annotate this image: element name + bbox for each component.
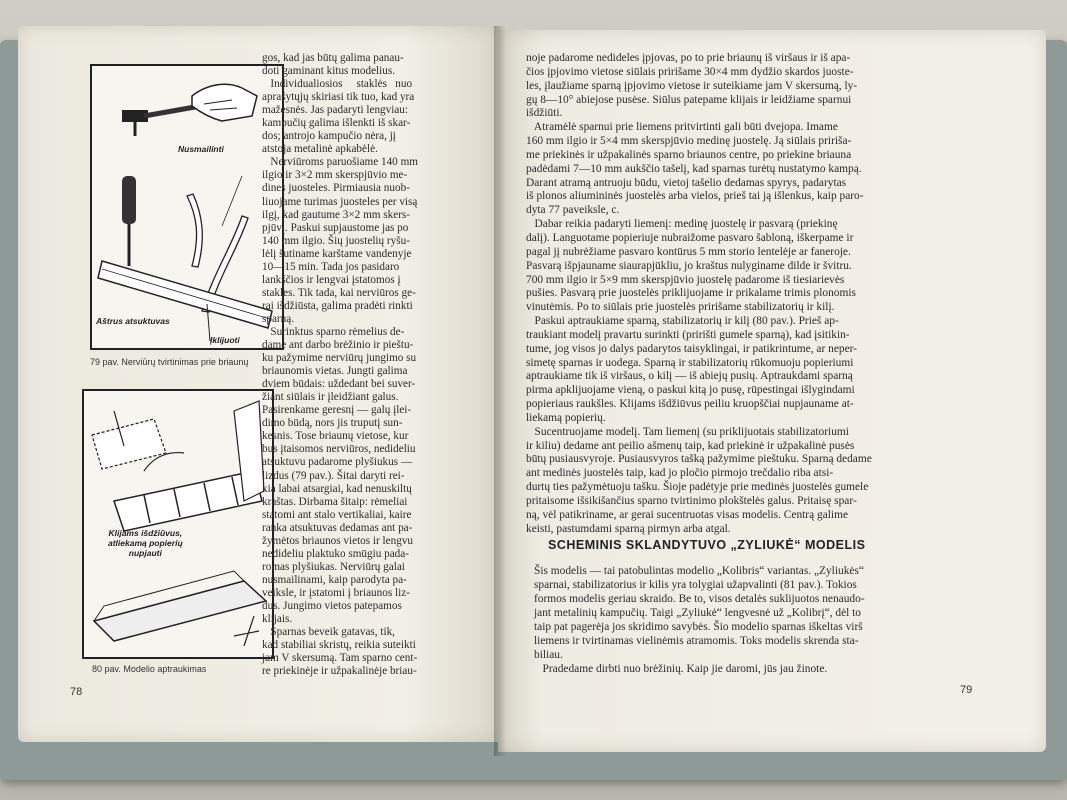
wing-frame [114, 471, 262, 531]
label-nusmailinti: Nusmailinti [178, 144, 224, 154]
label-astrus-atsuktuvas: Aštrus atsuktuvas [96, 316, 170, 326]
right-page-body-top: noje padarome nedideles įpjovas, po to prie briaunų iš viršaus ir iš apa- čios įpjovimo vietose siūlais pririšame 30×4 mm dydžio skardos juoste- les, įlaužiame sparną įpjovimo vietose ir suteikiame jam V skersumą, ly- gų 8—10° abiejose pusėse. Siūlus patepame klijais ir leidžiame sparnui išdžiūti. Atramėlė sparnui prie liemens pritvirtinti gali būti dvejopa. Imame 160 mm ilgio ir 5×4 mm skerspjūvio medinę juostelę. Ją siūlais pririša- me priekinės ir užpakalinės sparno briaunos centre, po priekine briauna padėdami 7—10 mm aukščio tašelį, kad sparnas turėtų nustatymo kampą. Darant atramą antruoju būdu, vietoj tašelio dedamas spyrys, padarytas iš plonos aliumininės juostelės arba vielos, prieš tai ją išlenkus, kaip paro- dyta 77 paveiksle, c. Dabar reikia padaryti liemenį: medinę juostelę ir pasvarą (priekinę dalį). Languotame popieriuje nubraižome pasvaro šabloną, iškerpame ir pagal jį nubrėžiame pasvaro kontūrus 5 mm storio lentelėje ar faneroje. Pasvarą išpjauname siaurapjūkliu, jo kraštus nulyginame dilde ir švitru. 700 mm ilgio ir 5×9 mm skerspjūvio juostelę padarome iš tiesiarievės pušies. Pasvarą prie juostelės priklijuojame ir prikalame trimis plonomis vinutėmis. Po to siūlais prie juostelės pririšame stabilizatorių ir kilį. Paskui aptraukiame sparną, stabilizatorių ir kilį (80 pav.). Prieš ap- traukiant modelį pravartu surinkti (pririšti gumele sparną), kad įsitikin- tume, jog visos jo dalys padarytos taisyklingai, ir patikrintume, ar neper- simetę sparnas ir uodega. Sparną ir stabilizatorių rūkomuoju popieriumi aptraukiame tik iš viršaus, o kilį — iš abiejų pusių. Aptraukdami sparną pirma apklijuojame vieną, o paskui kitą jo pusę, rūpestingai išlygindami popieriaus raukšles. Klijams išdžiūvus peiliu kruopščiai nupjauname at- liekamą popierių. Sucentruojame modelį. Tam liemenį (su priklijuotais stabilizatoriumi ir kiliu) dedame ant peilio ašmenų taip, kad priekinė ir užpakalinė pusės būtų pusiausvyroje. Pusiausvyros tašką pažymime pieštuku. Sparną dedame ant medinės juostelės taip, kad jo pločio pirmojo trečdalio riba atsi- durtų ties pažymėtuoju tašku. Šioje padėtyje prie medinės juostelės gumele pritaisome išsikišančius sparno tvirtinimo plokštelės galus. Pritaisę spar- ną, vėl patikriname, ar gerai sucentruotas visas modelis. Centrą galime keisti, pastumdami sparną pirmyn arba atgal. [526, 52, 872, 535]
figure-79 [90, 64, 284, 350]
rib-piece-1 [187, 194, 202, 267]
book-gutter [494, 26, 506, 756]
figure-79-caption: 79 pav. Nerviūrų tvirtinimas prie briaunų [90, 357, 249, 367]
figure-79-drawing [92, 66, 282, 348]
paper-sheet-small [92, 419, 166, 469]
label-iklijuoti: Įklijuoti [210, 335, 240, 345]
covered-wing [94, 581, 266, 641]
screwdriver-handle [122, 176, 136, 224]
section-heading: SCHEMINIS SKLANDYTUVO „ZYLIUKĖ“ MODELIS [548, 538, 866, 552]
left-page-body: gos, kad jas būtų galima panau- doti gaminant kitus modelius. Individualiosios staklės nuo aprašytųjų skiriasi tik tuo, kad yra mažesnės. Jas padaryti lengviau: kampučių galima išlenkti iš skar- dos; antrojo kampučio nėra, jį atstoja metalinė apkabėlė. Nerviūroms paruošiame 140 mm ilgio ir 3×2 mm skerspjūvio me- dines juosteles. Pirmiausia nuob- liuojame turimas juosteles per visą ilgį, kad gautume 3×2 mm skers- pjūvį. Paskui supjaustome jas po 140 mm ilgio. Šių juostelių ryšu- lėlį šutiname karštame vandenyje 10—15 min. Tada jos pasidaro lankščios ir lengvai įstatomos į stakles. Tik tada, kai nerviūros ge- rai išdžiūsta, galima pradėti rinkti sparną. Surinktus sparno rėmelius de- dame ant darbo brėžinio ir pieštu- ku pažymime nerviūrų jungimo su briaunomis vietas. Jungti galima dviem būdais: uždedant bei suver- žiant siūlais ir įleidžiant galus. Pasirenkame geresnį — galų įlei- dimo būdą, nors jis truputį sun- kesnis. Tose briaunų vietose, kur bus įtaisomos nerviūros, nedideliu atsuktuvu padarome plyšiukus — lizdus (79 pav.). Šitai daryti rei- kia labai atsargiai, kad nenuskiltų kraštas. Dirbama šitaip: rėmeliai statomi ant stalo vertikaliai, kaire ranka atsuktuvas dedamas ant pa- žymėtos briaunos vietos ir lengvu nedideliu plaktuko smūgiu pada- romas plyšiukas. Nerviūrų galai nusmailinami, kaip parodyta pa- veiksle, ir įstatomi į briaunos liz- dus. Jungimo vietos patepamos klijais. Sparnas beveik gatavas, tik, kad stabiliai skristų, reikia suteikti jam V skersumą. Tam sparno cent- re priekinėje ir užpakalinėje briau- [262, 52, 418, 678]
figure-80 [82, 389, 274, 659]
right-page-number: 79 [960, 684, 973, 696]
left-page [18, 26, 500, 742]
figure-80-caption: 80 pav. Modelio aptraukimas [92, 664, 207, 674]
label-klijams: Klijams išdžiūvus, atliekamą popierių nupjauti [108, 528, 183, 558]
right-page-body-bottom: Šis modelis — tai patobulintas modelio „Kolibris“ variantas. „Zyliukės“ sparnai, stabilizatorius ir kilis yra tolygiai užapvalinti (81 pav.). Tokios formos modelis geriau skraido. Be to, visos detalės suklijuotos nenaudo- jant metalinių kampučių. Taigi „Zyliukė“ lengvesnė už „Kolibrį“, dėl to taip pat pagerėja jos skridimo savybės. Šio modelio sparnas iškeltas virš liemens ir tvirtinamas vielinėmis atramomis. Toks modelis skrenda sta- biliau. Pradedame dirbti nuo brėžinių. Kaip jie daromi, jūs jau žinote. [534, 565, 865, 675]
figure-80-drawing [84, 391, 272, 657]
hand-shape [192, 84, 257, 121]
left-page-number: 78 [70, 686, 83, 698]
right-page [498, 30, 1046, 752]
